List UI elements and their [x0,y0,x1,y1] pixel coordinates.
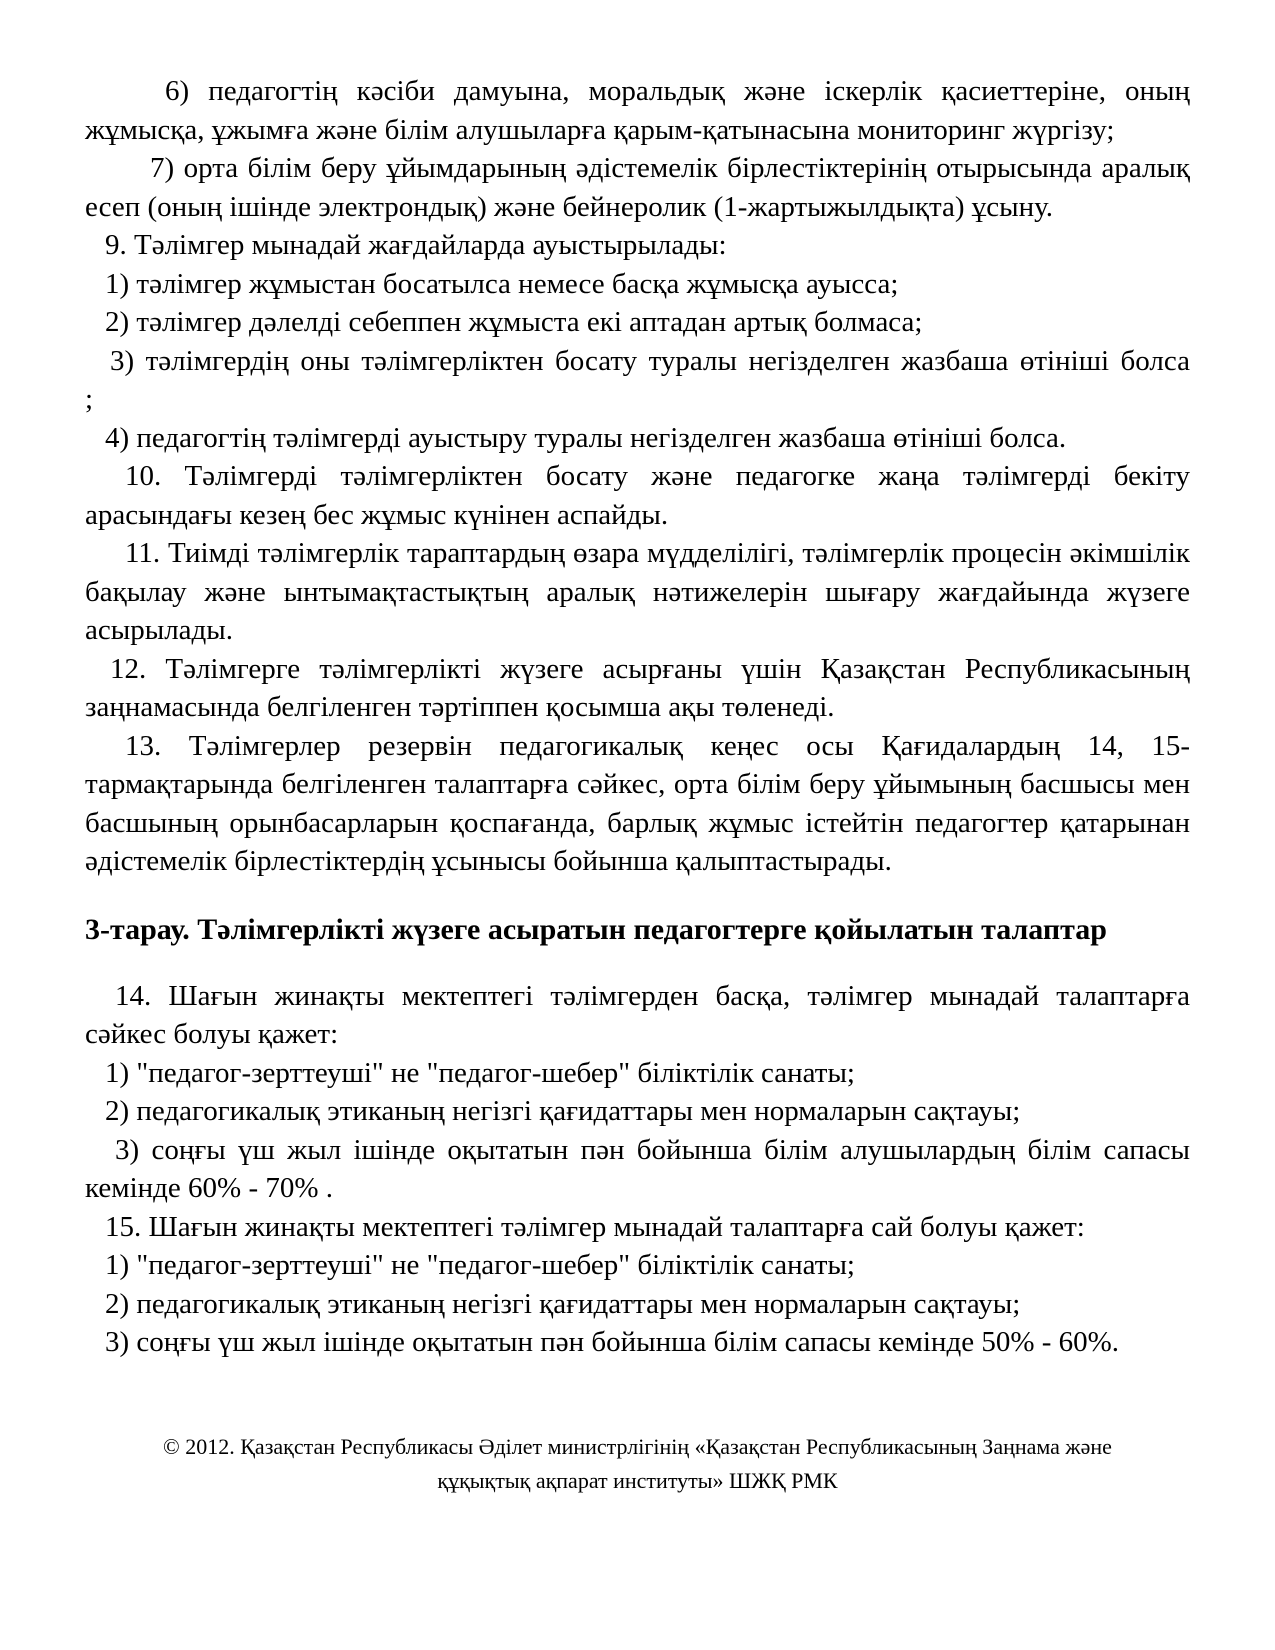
list-item-15-3: 3) соңғы үш жыл ішінде оқытатын пән бойынша білім сапасы кемінде 50% - 60%. [105,1326,1120,1358]
list-item-14-3: 3) соңғы үш жыл ішінде оқытатын пән бойынша білім алушылардың білім сапасы кемінде 60% - 70% . [85,1133,1190,1204]
chapter-3-heading: 3-тарау. Тәлімгерлікті жүзеге асыратын педагогтерге қойылатын талаптар [85,912,1107,946]
paragraph-point-10: 10. Тәлімгерді тәлімгерліктен босату және педагогке жаңа тәлімгерді бекіту арасындағы кезең бес жұмыс күнінен аспайды. [85,460,1190,531]
list-item-15-2: 2) педагогикалық этиканың негізгі қағидаттары мен нормаларын сақтауы; [105,1287,1021,1320]
copyright-footer-line1: © 2012. Қазақстан Республикасы Әділет министрлігінің «Қазақстан Республикасының Заңнама және [163,1433,1112,1459]
list-item-9-1: 1) тәлімгер жұмыстан босатылса немесе басқа жұмысқа ауысса; [105,267,899,300]
orphan-semicolon: ; [85,383,94,415]
paragraph-point-14: 14. Шағын жинақты мектептегі тәлімгерден басқа, тәлімгер мынадай талаптарға сәйкес болуы қажет: [85,979,1190,1050]
list-item-14-1: 1) "педагог-зерттеуші" не "педагог-шебер" біліктілік санаты; [105,1056,855,1089]
paragraph-item-7: 7) орта білім беру ұйымдарының әдістемелік бірлестіктерінің отырысында аралық есеп (оның ішінде электрондық) және бейнеролик (1-жартыжылдықта) ұсыну. [85,152,1190,223]
paragraph-point-9: 9. Тәлімгер мынадай жағдайларда ауыстырылады: [105,229,727,261]
list-item-9-4: 4) педагогтің тәлімгерді ауыстыру туралы негізделген жазбаша өтініші болса. [105,421,1067,454]
paragraph-point-11: 11. Тиімді тәлімгерлік тараптардың өзара мүдделілігі, тәлімгерлік процесін әкімшілік бақылау және ынтымақтастықтың аралық нәтижелерін шығару жағдайында жүзеге асырылады. [85,537,1190,646]
list-item-9-3: 3) тәлімгердің оны тәлімгерліктен босату туралы негізделген жазбаша өтініші болса [110,344,1190,377]
paragraph-point-13: 13. Тәлімгерлер резервін педагогикалық кеңес осы Қағидалардың 14, 15-тармақтарында белгіленген талаптарға сәйкес, орта білім беру ұйымының басшысы мен басшының орынбасарларын қоспағанда, барлық жұмыс істейтін педагогтер қатарынан әдістемелік бірлестіктердің ұсынысы бойынша қалыптастырады. [85,729,1190,877]
copyright-footer [85,1430,1190,1498]
paragraph-point-15: 15. Шағын жинақты мектептегі тәлімгер мынадай талаптарға сай болуы қажет: [105,1210,1085,1243]
paragraph-point-12: 12. Тәлімгерге тәлімгерлікті жүзеге асырғаны үшін Қазақстан Республикасының заңнамасында белгіленген тәртіппен қосымша ақы төленеді. [85,652,1190,723]
list-item-14-2: 2) педагогикалық этиканың негізгі қағидаттары мен нормаларын сақтауы; [105,1095,1021,1127]
paragraph-item-6: 6) педагогтің кәсіби дамуына, моральдық және іскерлік қасиеттеріне, оның жұмысқа, ұжымға және білім алушыларға қарым-қатынасына мониторинг жүргізу; [85,75,1190,146]
list-item-9-2: 2) тәлімгер дәлелді себеппен жұмыста екі аптадан артық болмаса; [105,306,923,338]
copyright-footer-line2: құқықтық ақпарат институты» ШЖҚ РМК [437,1467,838,1493]
list-item-15-1: 1) "педагог-зерттеуші" не "педагог-шебер" біліктілік санаты; [105,1249,855,1281]
